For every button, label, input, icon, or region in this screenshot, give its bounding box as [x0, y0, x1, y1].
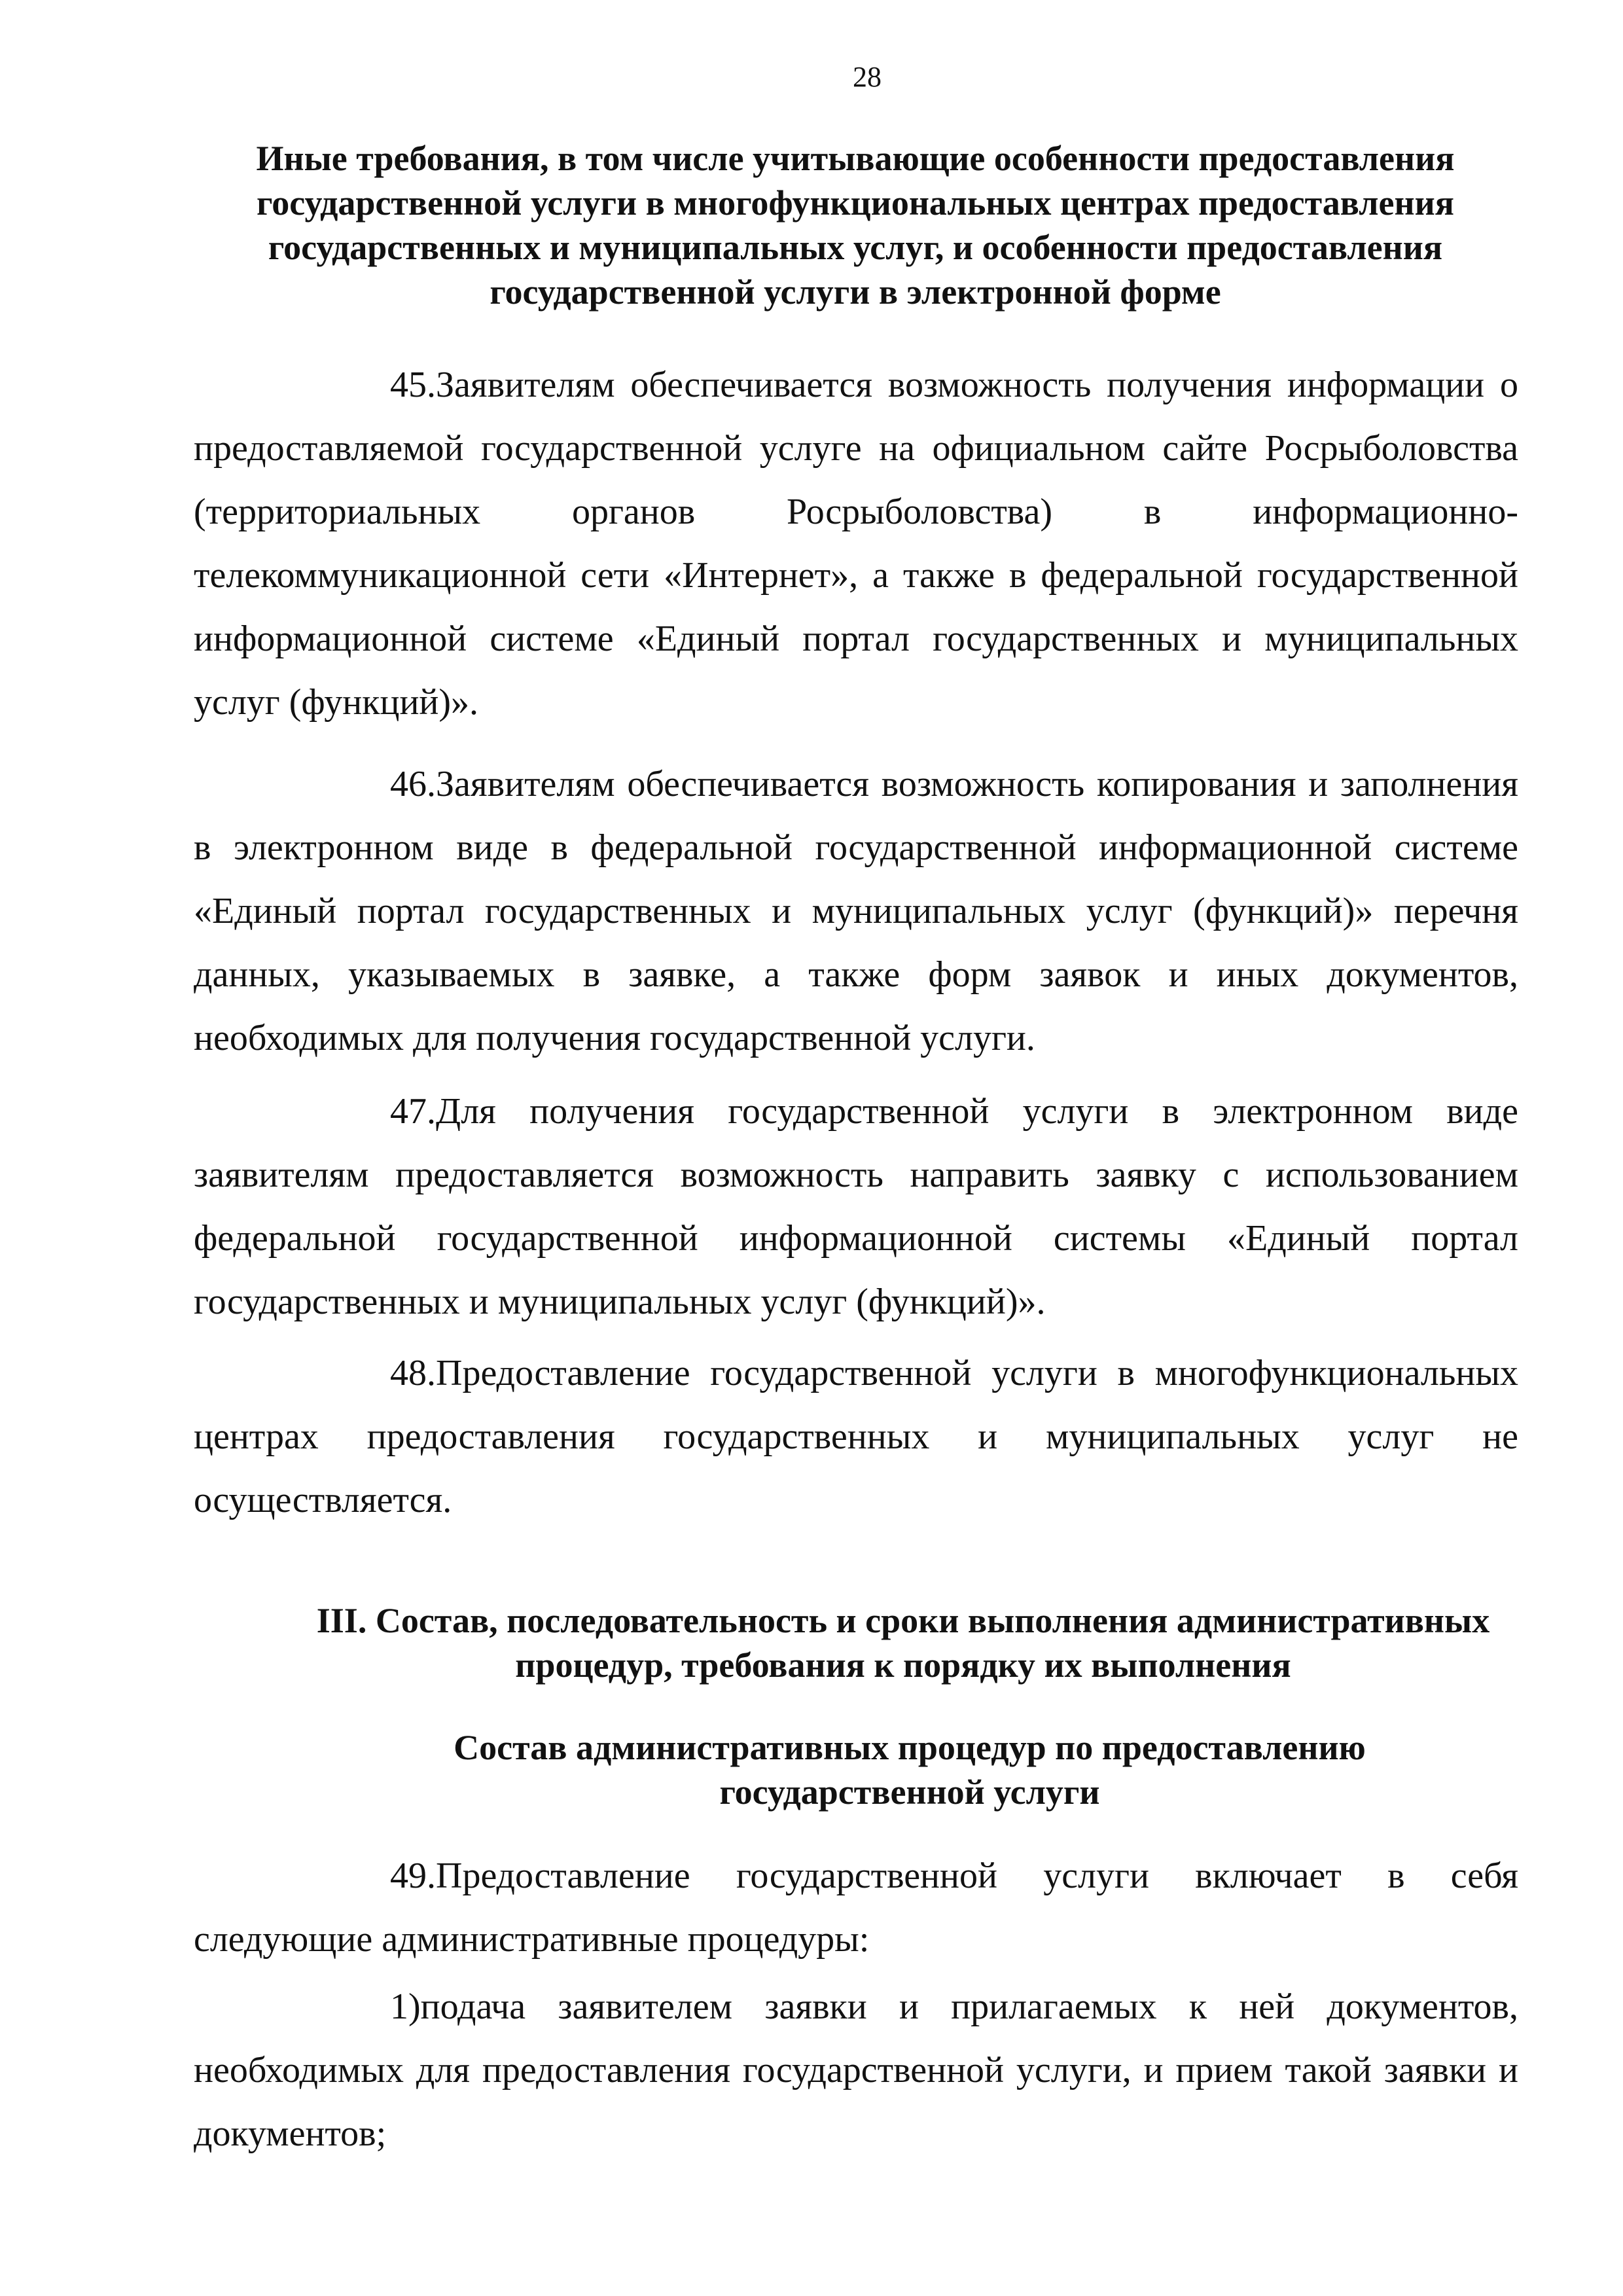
list-item-text: подача заявителем заявки и прилагаемых к ней документов, необходимых для предоставления государственной услуги, и прием такой заявки и документов;	[194, 1986, 1518, 2154]
paragraph-number: 47.	[390, 1091, 436, 1132]
list-item-1	[194, 1975, 1518, 2166]
paragraph-48	[194, 1342, 1518, 1532]
paragraph-text: Предоставление государственной услуги в многофункциональных центрах предоставления государственных и муниципальных услуг не осуществляется.	[194, 1353, 1518, 1520]
paragraph-number: 49.	[390, 1856, 436, 1896]
paragraph-number: 45.	[390, 365, 436, 405]
paragraph-text: Заявителям обеспечивается возможность получения информации о предоставляемой государственной услуге на официальном сайте Росрыболовства (территориальных органов Росрыболовства) в информационно-телекоммуникационной сети «Интернет», а также в федеральной государственной информационной системе «Единый портал государственных и муниципальных услуг (функций)».	[194, 365, 1518, 723]
paragraph-number: 48.	[390, 1353, 436, 1393]
paragraph-49	[194, 1844, 1518, 1971]
section-heading: Иные требования, в том числе учитывающие особенности предоставления государственной услуги в многофункциональных центрах предоставления государственных и муниципальных услуг, и особенности предоставления государственной услуги в электронной форме	[256, 139, 1455, 312]
subsection-heading: Состав административных процедур по предоставлению государственной услуги	[454, 1728, 1366, 1812]
paragraph-45	[194, 353, 1518, 734]
chapter-heading: III. Состав, последовательность и сроки выполнения административных процедур, требования к порядку их выполнения	[316, 1601, 1490, 1685]
list-item-number: 1)	[390, 1986, 421, 2027]
page-number: 28	[853, 61, 882, 93]
paragraph-47	[194, 1080, 1518, 1334]
paragraph-46	[194, 753, 1518, 1070]
paragraph-text: Для получения государственной услуги в электронном виде заявителям предоставляется возможность направить заявку с использованием федеральной государственной информационной системы «Единый портал государственных и муниципальных услуг (функций)».	[194, 1091, 1518, 1322]
paragraph-text: Предоставление государственной услуги включает в себя следующие административные процедуры:	[194, 1856, 1518, 1960]
paragraph-number: 46.	[390, 764, 436, 804]
paragraph-text: Заявителям обеспечивается возможность копирования и заполнения в электронном виде в федеральной государственной информационной системе «Единый портал государственных и муниципальных услуг (функций)» перечня данных, указываемых в заявке, а также форм заявок и иных документов, необходимых для получения государственной услуги.	[194, 764, 1518, 1058]
